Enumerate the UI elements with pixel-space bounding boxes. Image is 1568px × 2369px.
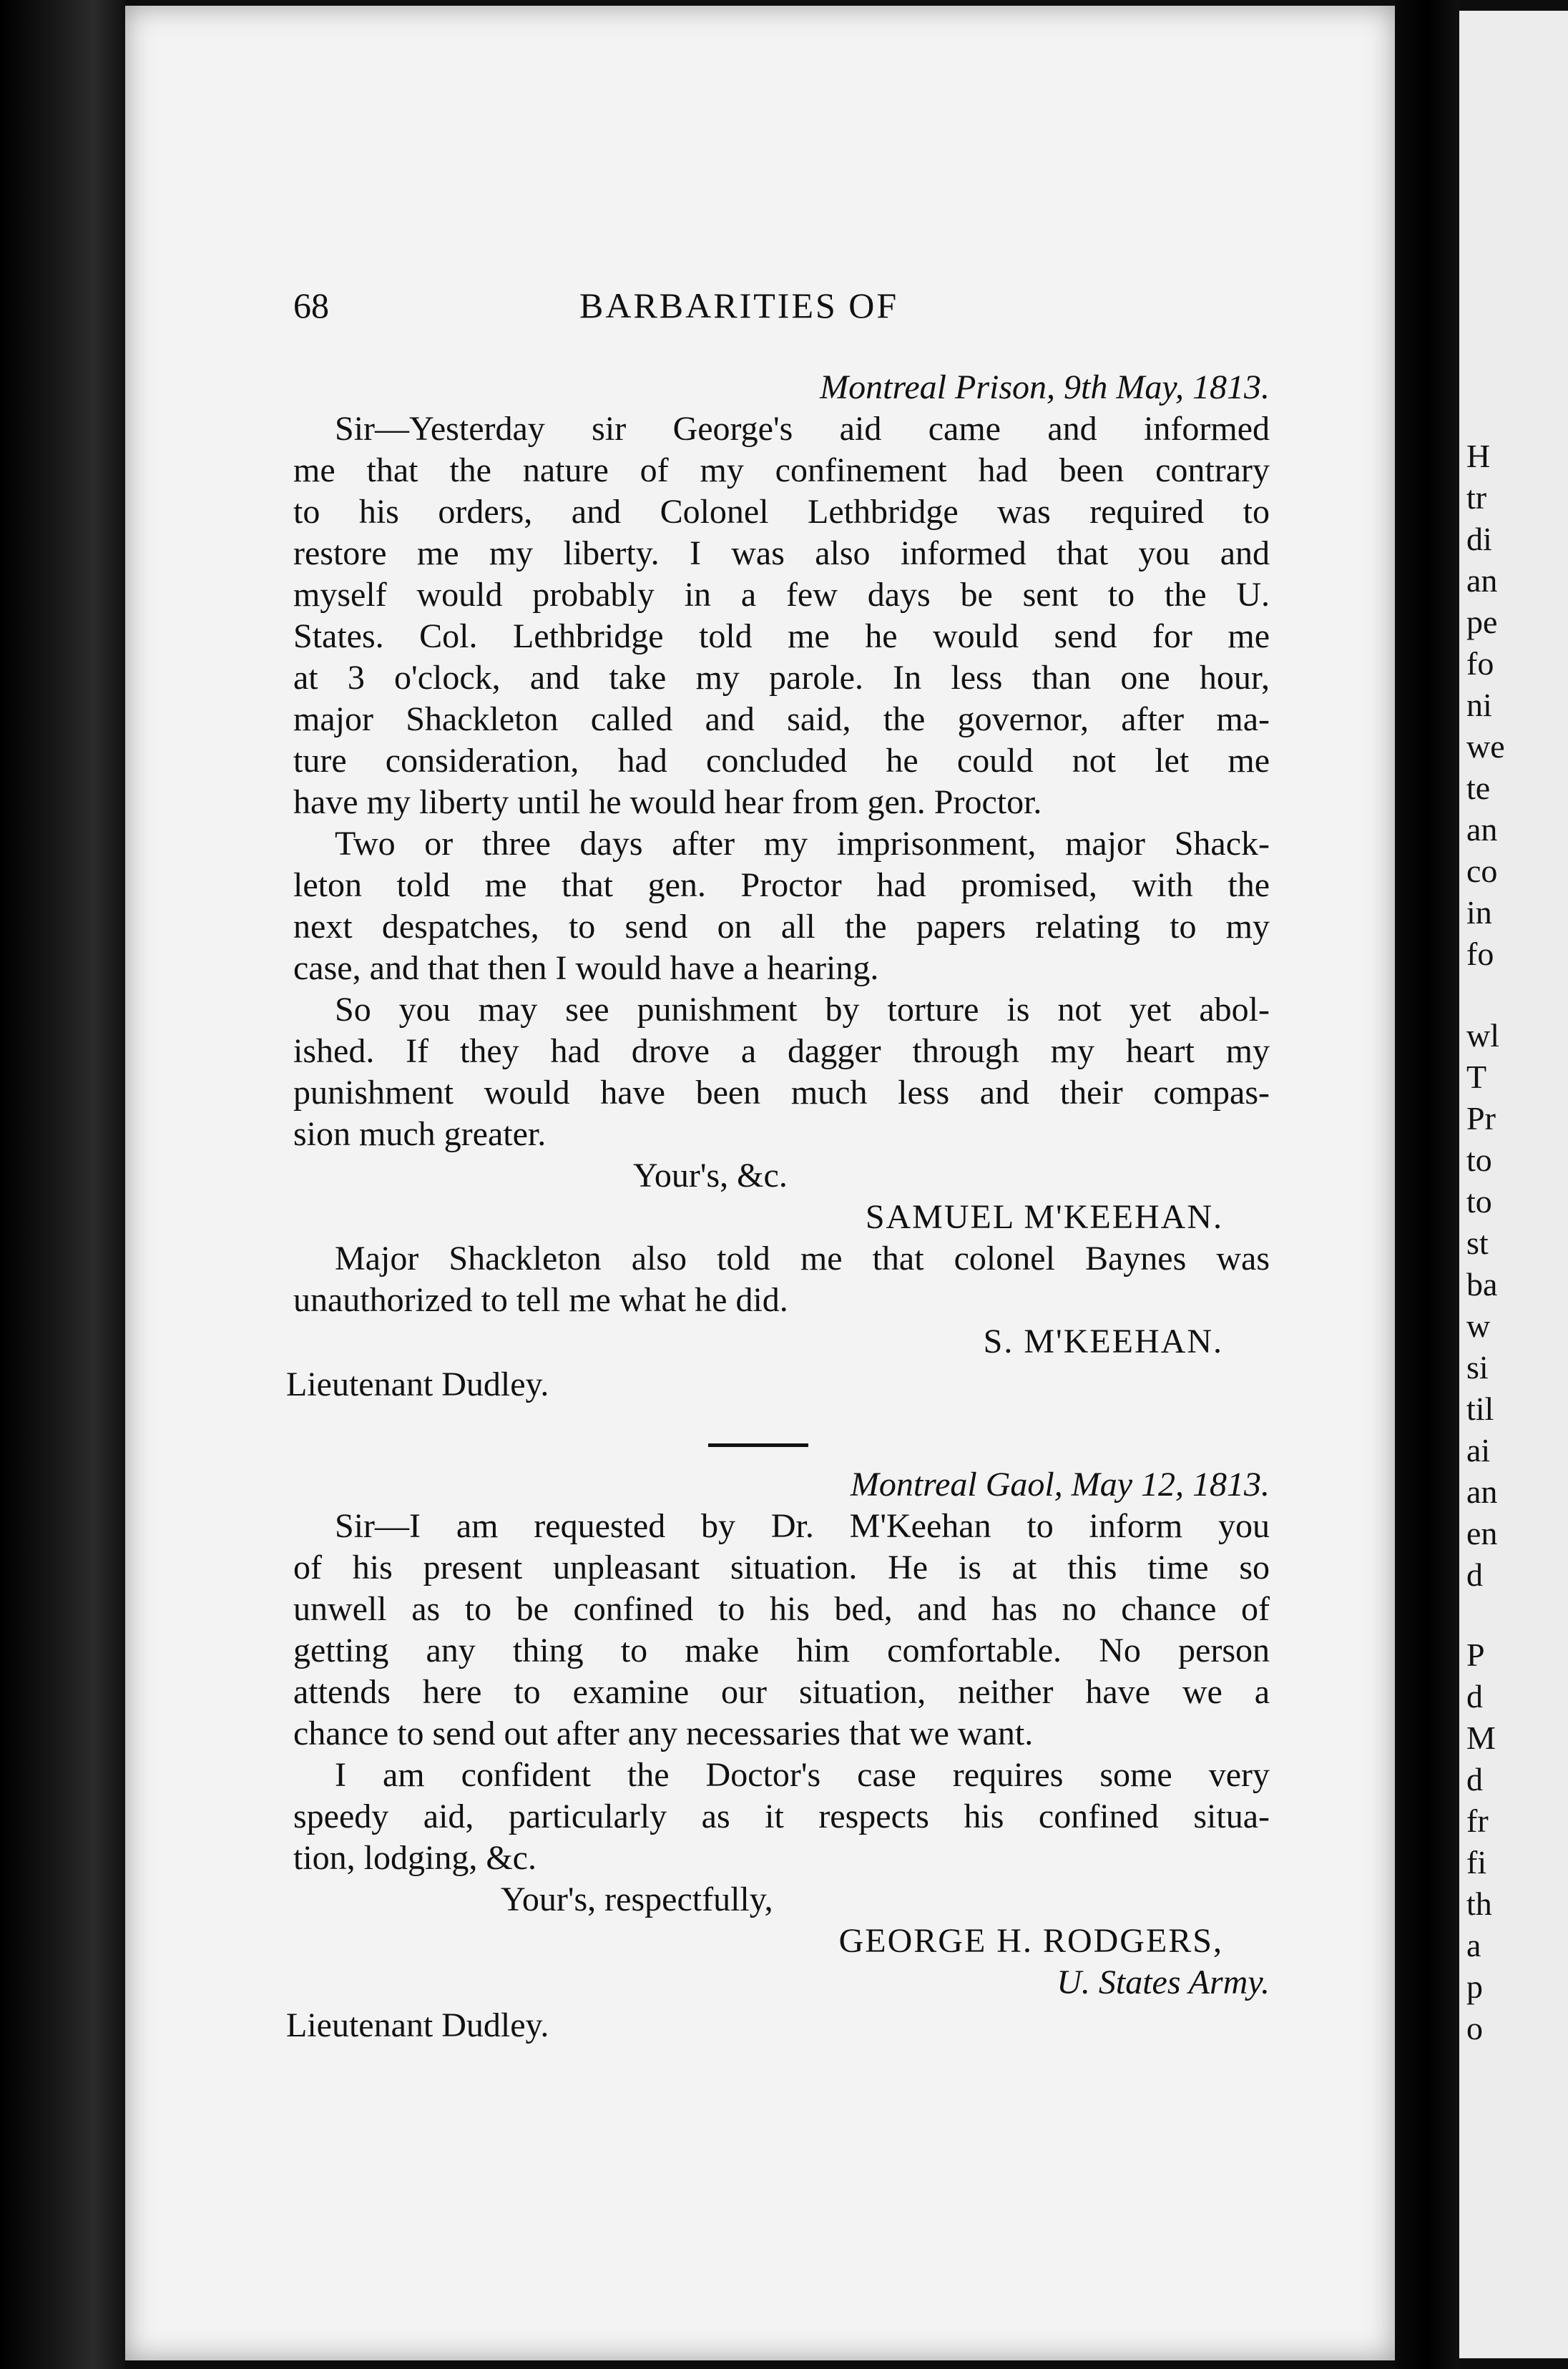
- facing-page-fragment: fr: [1466, 1802, 1489, 1839]
- facing-page-fragment: ba: [1466, 1266, 1498, 1303]
- addressee: Lieutenant Dudley.: [286, 1365, 549, 1403]
- text-line: tion, lodging, &c.: [293, 1839, 536, 1877]
- signature: SAMUEL M'KEEHAN.: [865, 1198, 1223, 1236]
- facing-page-fragment: fo: [1466, 936, 1494, 972]
- signature: S. M'KEEHAN.: [983, 1323, 1223, 1360]
- text-line: to his orders, and Colonel Lethbridge was required to: [293, 493, 1270, 531]
- text-line: chance to send out after any necessaries that we want.: [293, 1715, 1034, 1752]
- facing-page-fragment: ai: [1466, 1432, 1491, 1468]
- facing-page-fragment: d: [1466, 1556, 1483, 1593]
- page-number: 68: [293, 285, 329, 325]
- facing-page-fragment: d: [1466, 1761, 1483, 1797]
- text-line: next despatches, to send on all the papers relating to my: [293, 908, 1270, 946]
- text-line: sion much greater.: [293, 1115, 547, 1153]
- dateline: Montreal Gaol, May 12, 1813.: [850, 1466, 1270, 1504]
- facing-page-fragment: ni: [1466, 687, 1492, 723]
- signature: GEORGE H. RODGERS,: [838, 1922, 1223, 1960]
- facing-page-fragment: th: [1466, 1885, 1492, 1922]
- facing-page-fragment: w: [1466, 1308, 1491, 1344]
- facing-page-fragment: in: [1466, 894, 1492, 931]
- text-line: I am confident the Doctor's case requires some very: [335, 1756, 1270, 1794]
- text-line: Sir—I am requested by Dr. M'Keehan to inform you: [335, 1507, 1270, 1545]
- signature-title: U. States Army.: [1057, 1963, 1270, 2001]
- facing-page-fragment: co: [1466, 853, 1498, 889]
- text-line: So you may see punishment by torture is not yet abol-: [335, 991, 1270, 1029]
- text-line: me that the nature of my confinement had been contrary: [293, 451, 1270, 489]
- closing: Your's, &c.: [633, 1157, 788, 1195]
- text-line: speedy aid, particularly as it respects his confined situa-: [293, 1797, 1270, 1835]
- facing-page-fragment: te: [1466, 770, 1491, 806]
- facing-page-fragment: an: [1466, 811, 1498, 848]
- facing-page-fragment: en: [1466, 1515, 1498, 1551]
- facing-page-fragment: st: [1466, 1225, 1489, 1261]
- facing-page-fragment: to: [1466, 1142, 1492, 1178]
- facing-page-fragment: P: [1466, 1637, 1485, 1673]
- book-gutter: [1395, 0, 1459, 2369]
- text-line: major Shackleton called and said, the governor, after ma-: [293, 700, 1270, 738]
- facing-page-fragment: an: [1466, 562, 1498, 599]
- facing-page: [1459, 11, 1568, 2358]
- text-line: punishment would have been much less and their compas-: [293, 1074, 1270, 1112]
- dateline: Montreal Prison, 9th May, 1813.: [820, 368, 1270, 406]
- running-title: BARBARITIES OF: [579, 285, 899, 325]
- text-line: unauthorized to tell me what he did.: [293, 1281, 788, 1319]
- text-line: getting any thing to make him comfortable. No person: [293, 1632, 1270, 1669]
- facing-page-fragment: d: [1466, 1678, 1483, 1715]
- facing-page-fragment: M: [1466, 1720, 1496, 1756]
- facing-page-fragment: tr: [1466, 479, 1487, 516]
- book-spine-shadow: [0, 0, 125, 2369]
- facing-page-fragment: T: [1466, 1059, 1487, 1095]
- facing-page-fragment: fi: [1466, 1844, 1487, 1880]
- addressee: Lieutenant Dudley.: [286, 2006, 549, 2044]
- facing-page-fragment: Pr: [1466, 1100, 1496, 1137]
- text-line: ture consideration, had concluded he could not let me: [293, 742, 1270, 780]
- text-line: restore me my liberty. I was also informed that you and: [293, 534, 1270, 572]
- facing-page-fragment: o: [1466, 2010, 1483, 2046]
- facing-page-fragment: to: [1466, 1183, 1492, 1220]
- facing-page-fragment: a: [1466, 1927, 1481, 1963]
- facing-page-fragment: we: [1466, 728, 1505, 765]
- section-divider: [708, 1443, 808, 1447]
- text-line: of his present unpleasant situation. He is at this time so: [293, 1549, 1270, 1586]
- facing-page-fragment: wl: [1466, 1017, 1499, 1054]
- text-line: case, and that then I would have a hearing.: [293, 949, 879, 987]
- closing: Your's, respectfully,: [501, 1880, 773, 1918]
- text-line: leton told me that gen. Proctor had promised, with the: [293, 866, 1270, 904]
- text-line: unwell as to be confined to his bed, and has no chance of: [293, 1590, 1270, 1628]
- text-line: myself would probably in a few days be sent to the U.: [293, 576, 1270, 614]
- text-line: ished. If they had drove a dagger through my heart my: [293, 1032, 1270, 1070]
- facing-page-fragment: til: [1466, 1390, 1494, 1427]
- facing-page-fragment: di: [1466, 521, 1492, 557]
- text-line: Sir—Yesterday sir George's aid came and informed: [335, 410, 1270, 448]
- facing-page-fragment: H: [1466, 438, 1491, 474]
- text-line: States. Col. Lethbridge told me he would send for me: [293, 617, 1270, 655]
- facing-page-fragment: fo: [1466, 645, 1494, 682]
- facing-page-fragment: p: [1466, 1968, 1483, 2005]
- facing-page-fragment: pe: [1466, 604, 1498, 640]
- facing-page-fragment: an: [1466, 1473, 1498, 1510]
- text-line: Major Shackleton also told me that colonel Baynes was: [335, 1240, 1270, 1277]
- facing-page-fragment: si: [1466, 1349, 1489, 1385]
- text-line: Two or three days after my imprisonment, major Shack-: [335, 825, 1270, 863]
- text-line: at 3 o'clock, and take my parole. In less than one hour,: [293, 659, 1270, 697]
- text-line: attends here to examine our situation, neither have we a: [293, 1673, 1270, 1711]
- text-line: have my liberty until he would hear from gen. Proctor.: [293, 783, 1042, 821]
